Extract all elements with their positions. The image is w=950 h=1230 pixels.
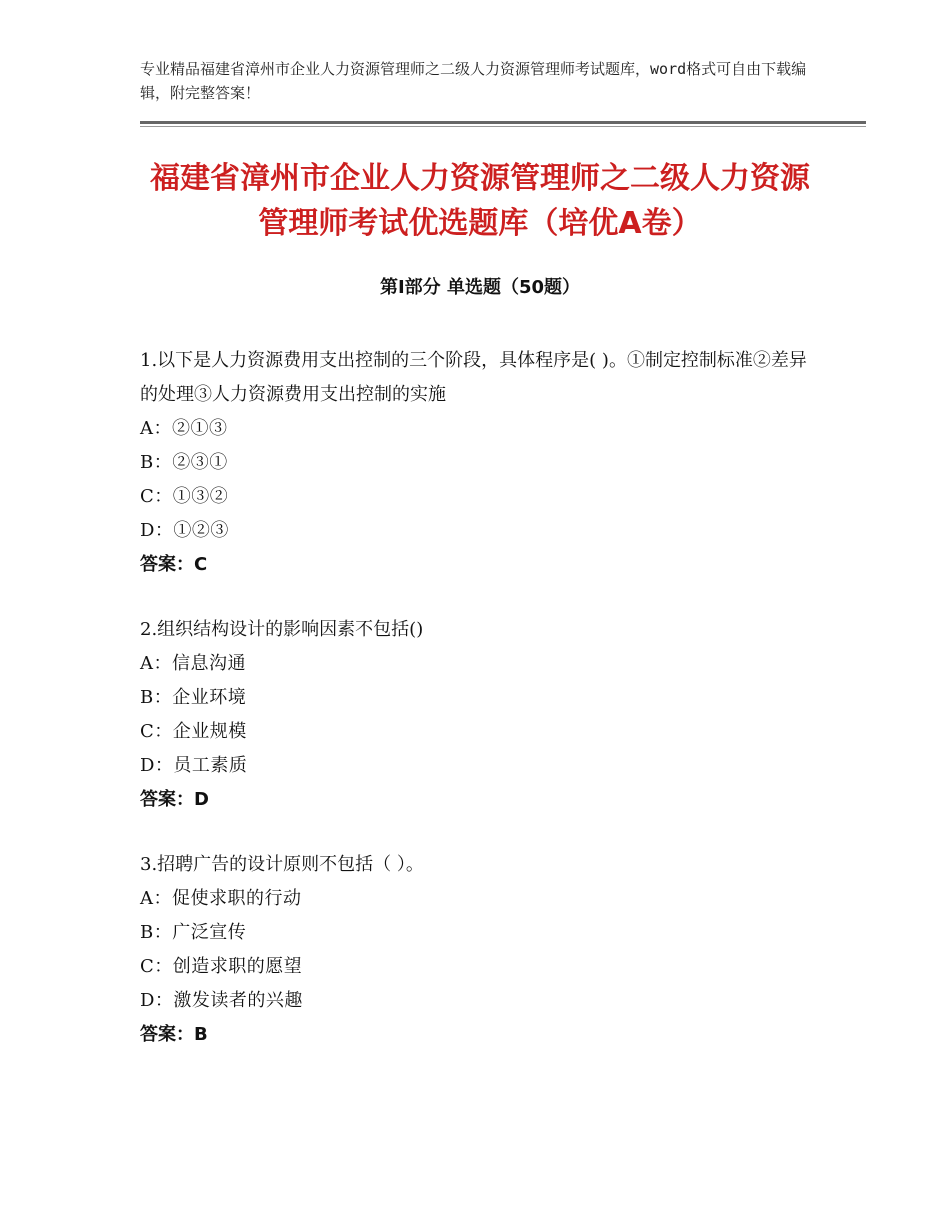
question-stem: 2.组织结构设计的影响因素不包括() <box>140 619 424 640</box>
document-title: 福建省漳州市企业人力资源管理师之二级人力资源管理师考试优选题库（培优A卷） <box>150 161 810 241</box>
option-c: C：创造求职的愿望 <box>140 956 303 977</box>
question-list <box>140 344 820 1083</box>
option-b: B：企业环境 <box>140 687 247 708</box>
question-stem: 1.以下是人力资源费用支出控制的三个阶段，具体程序是( )。①制定控制标准②差异的处理③人力资源费用支出控制的实施 <box>140 350 807 405</box>
header-rule-thin <box>140 126 866 127</box>
option-d: D：①②③ <box>140 520 229 541</box>
option-d: D：员工素质 <box>140 755 248 776</box>
question-3 <box>140 848 820 1052</box>
answer: 答案：D <box>140 789 209 810</box>
question-2 <box>140 613 820 817</box>
option-a: A：信息沟通 <box>140 653 246 674</box>
header-rule-thick <box>140 121 866 124</box>
question-stem: 3.招聘广告的设计原则不包括（ ）。 <box>140 854 424 875</box>
option-b: B：②③① <box>140 452 228 473</box>
answer: 答案：B <box>140 1024 208 1045</box>
option-c: C：企业规模 <box>140 721 247 742</box>
option-a: A：促使求职的行动 <box>140 888 302 909</box>
option-c: C：①③② <box>140 486 229 507</box>
section-title: 第Ⅰ部分 单选题（50题） <box>379 277 580 298</box>
answer: 答案：C <box>140 554 208 575</box>
header-note: 专业精品福建省漳州市企业人力资源管理师之二级人力资源管理师考试题库，word格式可自由下载编辑，附完整答案！ <box>140 60 807 102</box>
question-1 <box>140 344 820 582</box>
option-d: D：激发读者的兴趣 <box>140 990 303 1011</box>
option-b: B：广泛宣传 <box>140 922 247 943</box>
option-a: A：②①③ <box>140 418 228 439</box>
